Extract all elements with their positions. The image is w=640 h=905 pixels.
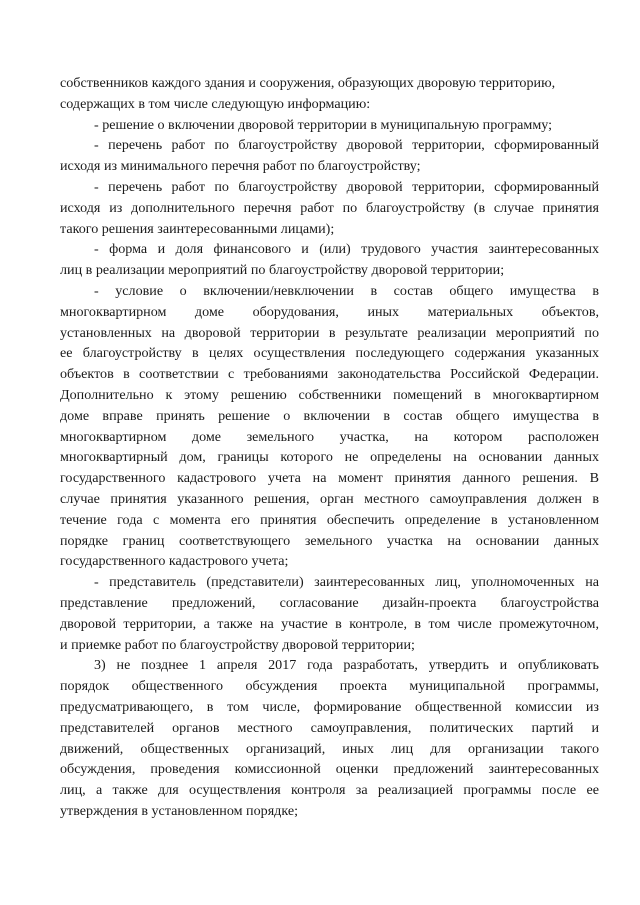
text-line: порядок общественного обсуждения проекта муниципальной программы, [60,678,599,695]
text-line: Дополнительно к этому решению собственники помещений в многоквартирном [60,386,599,403]
text-line: такого решения заинтересованными лицами); [60,220,335,237]
text-line: - форма и доля финансового и (или) трудового участия заинтересованных [94,241,599,258]
text-line: исходя из дополнительного перечня работ по благоустройству (в случае принятия [60,199,599,216]
text-line: случае принятия указанного решения, орган местного самоуправления должен в [60,490,599,507]
text-line: государственного кадастрового учета; [60,553,289,570]
text-line: лиц в реализации мероприятий по благоустройству дворовой территории; [60,262,505,279]
body-text [60,73,599,822]
text-line: и приемке работ по благоустройству дворовой территории; [60,636,415,653]
text-line: исходя из минимального перечня работ по благоустройству; [60,158,421,175]
text-line: движений, общественных организаций, иных лиц для организации такого [60,740,599,757]
text-line: многоквартирном доме земельного участка, на котором расположен [60,428,599,445]
text-line: предусматривающего, в том числе, формирование общественной комиссии из [60,698,599,715]
text-line: - представитель (представители) заинтересованных лиц, уполномоченных на [94,574,599,591]
text-line: 3) не позднее 1 апреля 2017 года разработать, утвердить и опубликовать [94,657,599,674]
text-line: представление предложений, согласование дизайн-проекта благоустройства [60,594,599,611]
text-line: - решение о включении дворовой территории в муниципальную программу; [94,116,553,133]
text-line: государственного кадастрового учета на момент принятия данного решения. В [60,470,599,487]
text-line: многоквартирном доме оборудования, иных материальных объектов, [60,303,599,320]
text-line: - перечень работ по благоустройству дворовой территории, сформированный [94,178,599,195]
text-line: дворовой территории, а также на участие в контроле, в том числе промежуточном, [60,615,599,632]
text-line: собственников каждого здания и сооружения, образующих дворовую территорию, [60,75,556,91]
text-line: течение года с момента его принятия обеспечить определение в установленном [60,511,599,528]
text-line: объектов в соответствии с требованиями законодательства Российской Федерации. [60,366,599,383]
text-line: ее благоустройству в целях осуществления последующего содержания указанных [60,345,599,362]
text-line: представителей органов местного самоуправления, политических партий и [60,719,599,736]
text-line: содержащих в том числе следующую информацию: [60,95,371,112]
text-line: установленных на дворовой территории в результате реализации мероприятий по [60,324,599,341]
text-line: обсуждения, проведения комиссионной оценки предложений заинтересованных [60,761,599,778]
text-line: - условие о включении/невключении в состав общего имущества в [94,282,599,299]
text-line: утверждения в установленном порядке; [60,802,299,819]
text-line: многоквартирный дом, границы которого не определены на основании данных [60,449,599,466]
text-line: порядке границ соответствующего земельного участка на основании данных [60,532,599,549]
text-line: лиц, а также для осуществления контроля за реализацией программы после ее [60,782,599,799]
text-line: доме вправе принять решение о включении в состав общего имущества в [60,407,599,424]
text-line: - перечень работ по благоустройству дворовой территории, сформированный [94,137,599,154]
